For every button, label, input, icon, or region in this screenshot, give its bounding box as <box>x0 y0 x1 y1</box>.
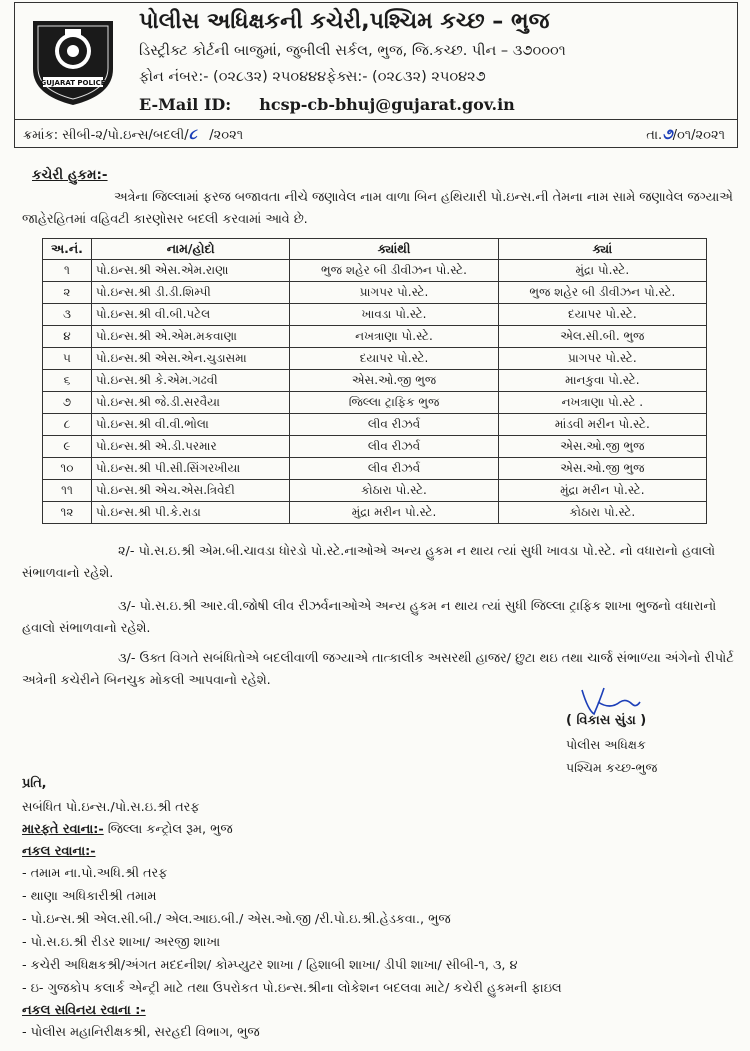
cell-name: પો.ઇન્સ.શ્રી પી.સી.સિંગરખીયા <box>91 458 289 480</box>
cell-to: માનકુવા પો.સ્ટે. <box>498 370 706 392</box>
cell-name: પો.ઇન્સ.શ્રી પી.કે.રાડા <box>91 502 289 524</box>
table-row <box>43 480 707 502</box>
email-line <box>139 95 515 114</box>
table-row <box>43 260 707 282</box>
cell-name: પો.ઇન્સ.શ્રી એ.એમ.મકવાણા <box>91 326 289 348</box>
cell-to: એસ.ઓ.જી ભુજ <box>498 458 706 480</box>
cell-name: પો.ઇન્સ.શ્રી એ.ડી.પરમાર <box>91 436 289 458</box>
prati-label: પ્રતિ, <box>22 776 47 791</box>
intro-paragraph: અત્રેના જિલ્લામાં ફરજ બજાવતા નીચે જણાવેલ નામ વાળા બિન હથિયારી પો.ઇન્સ.ની તેમના નામ સામે જણાવેલ જગ્યાએ જાહેરહિતમાં વહિવટી કારણોસર બદલી કરવામાં આવે છે. <box>22 190 733 227</box>
email-label: E-Mail ID: <box>139 95 232 114</box>
transfer-table <box>42 238 707 524</box>
savinay-label: નકલ સવિનય રવાના :- <box>22 1003 146 1018</box>
cell-serial: ૬ <box>43 370 92 392</box>
cell-to: પ્રાગપર પો.સ્ટે. <box>498 348 706 370</box>
cell-name: પો.ઇન્સ.શ્રી ડી.ડી.શિમ્પી <box>91 282 289 304</box>
nakal-item: - કચેરી અધિક્ષકશ્રી/અંગત મદદનીશ/ કોમ્પ્યુટર શાખા / હિશાબી શાખા/ ડીપી શાખા/ સીબી-૧, ૩, ૪ <box>22 958 518 973</box>
cell-serial: ૭ <box>43 392 92 414</box>
paragraph-3: ૩/- પો.સ.ઇ.શ્રી આર.વી.જોષી લીવ રીઝર્વનાઓએ અન્ય હુકમ ન થાય ત્યાં સુધી જિલ્લા ટ્રાફિક શાખા ભુજનો વધારાનો હવાલો સંભાળવાનો રહેશે. <box>22 599 717 636</box>
cell-name: પો.ઇન્સ.શ્રી એસ.એમ.રાણા <box>91 260 289 282</box>
cell-serial: ૩ <box>43 304 92 326</box>
table-row <box>43 304 707 326</box>
cell-to: એસ.ઓ.જી ભુજ <box>498 436 706 458</box>
table-row <box>43 392 707 414</box>
cell-from: કોઠારા પો.સ્ટે. <box>290 480 498 502</box>
cell-from: એસ.ઓ.જી ભુજ <box>290 370 498 392</box>
cell-serial: ૧૦ <box>43 458 92 480</box>
order-title: કચેરી હુકમ:- <box>32 167 108 183</box>
table-body <box>43 260 707 524</box>
logo-text: GUJARAT POLICE <box>40 79 106 87</box>
cell-from: લીવ રીઝર્વ <box>290 458 498 480</box>
table-row <box>43 348 707 370</box>
cell-name: પો.ઇન્સ.શ્રી વી.બી.પટેલ <box>91 304 289 326</box>
col-header-from: ક્યાંથી <box>290 239 498 260</box>
table-row <box>43 414 707 436</box>
addressee-line: સબંધિત પો.ઇન્સ./પો.સ.ઇ.શ્રી તરફ <box>22 800 200 815</box>
cell-to: એલ.સી.બી. ભુજ <box>498 326 706 348</box>
cell-serial: ૨ <box>43 282 92 304</box>
office-phone: ફોન નંબર:- (૦૨૮૩૨) ૨૫૦૪૪૪ફેક્સ:- (૦૨૮૩૨) ૨૫૦૪૨૭ <box>139 69 486 85</box>
date-suffix: /૦૧/૨૦૨૧ <box>672 128 725 143</box>
cell-from: દયાપર પો.સ્ટે. <box>290 348 498 370</box>
cell-from: લીવ રીઝર્વ <box>290 436 498 458</box>
police-badge-icon <box>23 7 123 107</box>
table-row <box>43 458 707 480</box>
office-title: પોલીસ અધિક્ષકની કચેરી,પશ્ચિમ કચ્છ – ભુજ <box>139 9 550 34</box>
ref-suffix: /૨૦૨૧ <box>209 128 244 143</box>
paragraph-4: ૩/- ઉક્ત વિગતે સબંધિતોએ બદલીવાળી જગ્યાએ તાત્કાલીક અસરથી હાજર/ છુટા થઇ તથા ચાર્જ સંભાળ્યા અંગેનો રીપોર્ટ અત્રેની કચેરીને બિનચુક મોકલી આપવાનો રહેશે. <box>22 651 734 688</box>
cell-name: પો.ઇન્સ.શ્રી કે.એમ.ગઢવી <box>91 370 289 392</box>
col-header-name: નામ/હોદો <box>91 239 289 260</box>
table-row <box>43 282 707 304</box>
email-address[interactable]: hcsp-cb-bhuj@gujarat.gov.in <box>259 95 515 114</box>
reference-date <box>646 125 725 143</box>
signatory-designation: પોલીસ અધિક્ષક <box>566 737 646 752</box>
nakal-label: નકલ રવાના:- <box>22 844 96 859</box>
ref-prefix: ક્રમાંક: સીબી-૨/પો.ઇન્સ/બદલી/ <box>23 128 189 143</box>
col-header-to: ક્યાં <box>498 239 706 260</box>
table-row <box>43 436 707 458</box>
savinay-item: - પોલીસ મહાનિરીક્ષકશ્રી, સરહદી વિભાગ, ભુજ <box>22 1025 260 1040</box>
cell-serial: ૧૨ <box>43 502 92 524</box>
cell-serial: ૯ <box>43 436 92 458</box>
cell-from: લીવ રીઝર્વ <box>290 414 498 436</box>
col-header-serial: અ.નં. <box>43 239 92 260</box>
date-prefix: તા. <box>646 128 663 143</box>
cell-to: માંડવી મરીન પો.સ્ટે. <box>498 414 706 436</box>
cell-from: ભુજ શહેર બી ડીવીઝન પો.સ્ટે. <box>290 260 498 282</box>
nakal-item: - થાણા અધિકારીશ્રી તમામ <box>22 889 157 904</box>
cell-name: પો.ઇન્સ.શ્રી વી.વી.ભોલા <box>91 414 289 436</box>
cell-serial: ૧૧ <box>43 480 92 502</box>
nakal-item: - પો.ઇન્સ.શ્રી એલ.સી.બી./ એલ.આઇ.બી./ એસ.ઓ.જી /રી.પો.ઇ.શ્રી.હેડકવા., ભુજ <box>22 912 451 927</box>
cell-from: ખાવડા પો.સ્ટે. <box>290 304 498 326</box>
table-row <box>43 326 707 348</box>
cell-serial: ૮ <box>43 414 92 436</box>
cell-to: નખત્રાણા પો.સ્ટે . <box>498 392 706 414</box>
date-handwritten-day: ૭ <box>662 125 673 143</box>
paragraph-2: ૨/- પો.સ.ઇ.શ્રી એમ.બી.ચાવડા ધોરડો પો.સ્ટે.નાઓએ અન્ય હુકમ ન થાય ત્યાં સુધી ખાવડા પો.સ્ટે. નો વધારાનો હવાલો સંભાળવાનો રહેશે. <box>22 544 716 581</box>
letterhead <box>14 2 738 120</box>
table-row <box>43 502 707 524</box>
cell-to: મુંદ્રા પો.સ્ટે. <box>498 260 706 282</box>
cell-to: દયાપર પો.સ્ટે. <box>498 304 706 326</box>
signatory-place: પશ્ચિમ કચ્છ-ભુજ <box>566 760 658 775</box>
cell-serial: ૫ <box>43 348 92 370</box>
marfat-value: જિલ્લા કન્ટ્રોલ રૂમ, ભુજ <box>103 822 233 837</box>
cell-to: ભુજ શહેર બી ડીવીઝન પો.સ્ટે. <box>498 282 706 304</box>
cell-to: મુંદ્રા મરીન પો.સ્ટે. <box>498 480 706 502</box>
reference-number <box>23 125 243 143</box>
cell-from: જિલ્લા ટ્રાફિક ભુજ <box>290 392 498 414</box>
cell-name: પો.ઇન્સ.શ્રી એચ.એસ.ત્રિવેદી <box>91 480 289 502</box>
signatory-name: ( વિકાસ સુંડા ) <box>566 713 647 728</box>
cell-from: પ્રાગપર પો.સ્ટે. <box>290 282 498 304</box>
gujarat-police-logo <box>23 7 123 107</box>
marfat-label: મારફતે રવાના:- <box>22 822 104 837</box>
nakal-item: - પો.સ.ઇ.શ્રી રીડર શાખા/ અરજી શાખા <box>22 935 221 950</box>
cell-from: નખત્રાણા પો.સ્ટે. <box>290 326 498 348</box>
cell-name: પો.ઇન્સ.શ્રી જે.ડી.સરવૈયા <box>91 392 289 414</box>
ref-handwritten-number: ૮ <box>188 125 197 143</box>
marfat-line <box>22 822 232 837</box>
cell-name: પો.ઇન્સ.શ્રી એસ.એન.ચુડાસમા <box>91 348 289 370</box>
cell-from: મુંદ્રા મરીન પો.સ્ટે. <box>290 502 498 524</box>
office-address: ડિસ્ટ્રીક્ટ કોર્ટની બાજુમાં, જુબીલી સર્કલ, ભુજ, જિ.કચ્છ. પીન – ૩૭૦૦૦૧ <box>139 43 566 59</box>
cell-serial: ૧ <box>43 260 92 282</box>
nakal-item: - તમામ ના.પો.અધિ.શ્રી તરફ <box>22 866 168 881</box>
cell-to: કોઠારા પો.સ્ટે. <box>498 502 706 524</box>
reference-bar <box>14 120 738 148</box>
cell-serial: ૪ <box>43 326 92 348</box>
table-row <box>43 370 707 392</box>
nakal-item: - ઇ- ગુજકોપ કલાર્ક એન્ટ્રી માટે તથા ઉપરોકત પો.ઇન્સ.શ્રીના લોકેશન બદલવા માટે/ કચેરી હુકમની ફાઇલ <box>22 981 562 996</box>
table-header-row <box>43 239 707 260</box>
